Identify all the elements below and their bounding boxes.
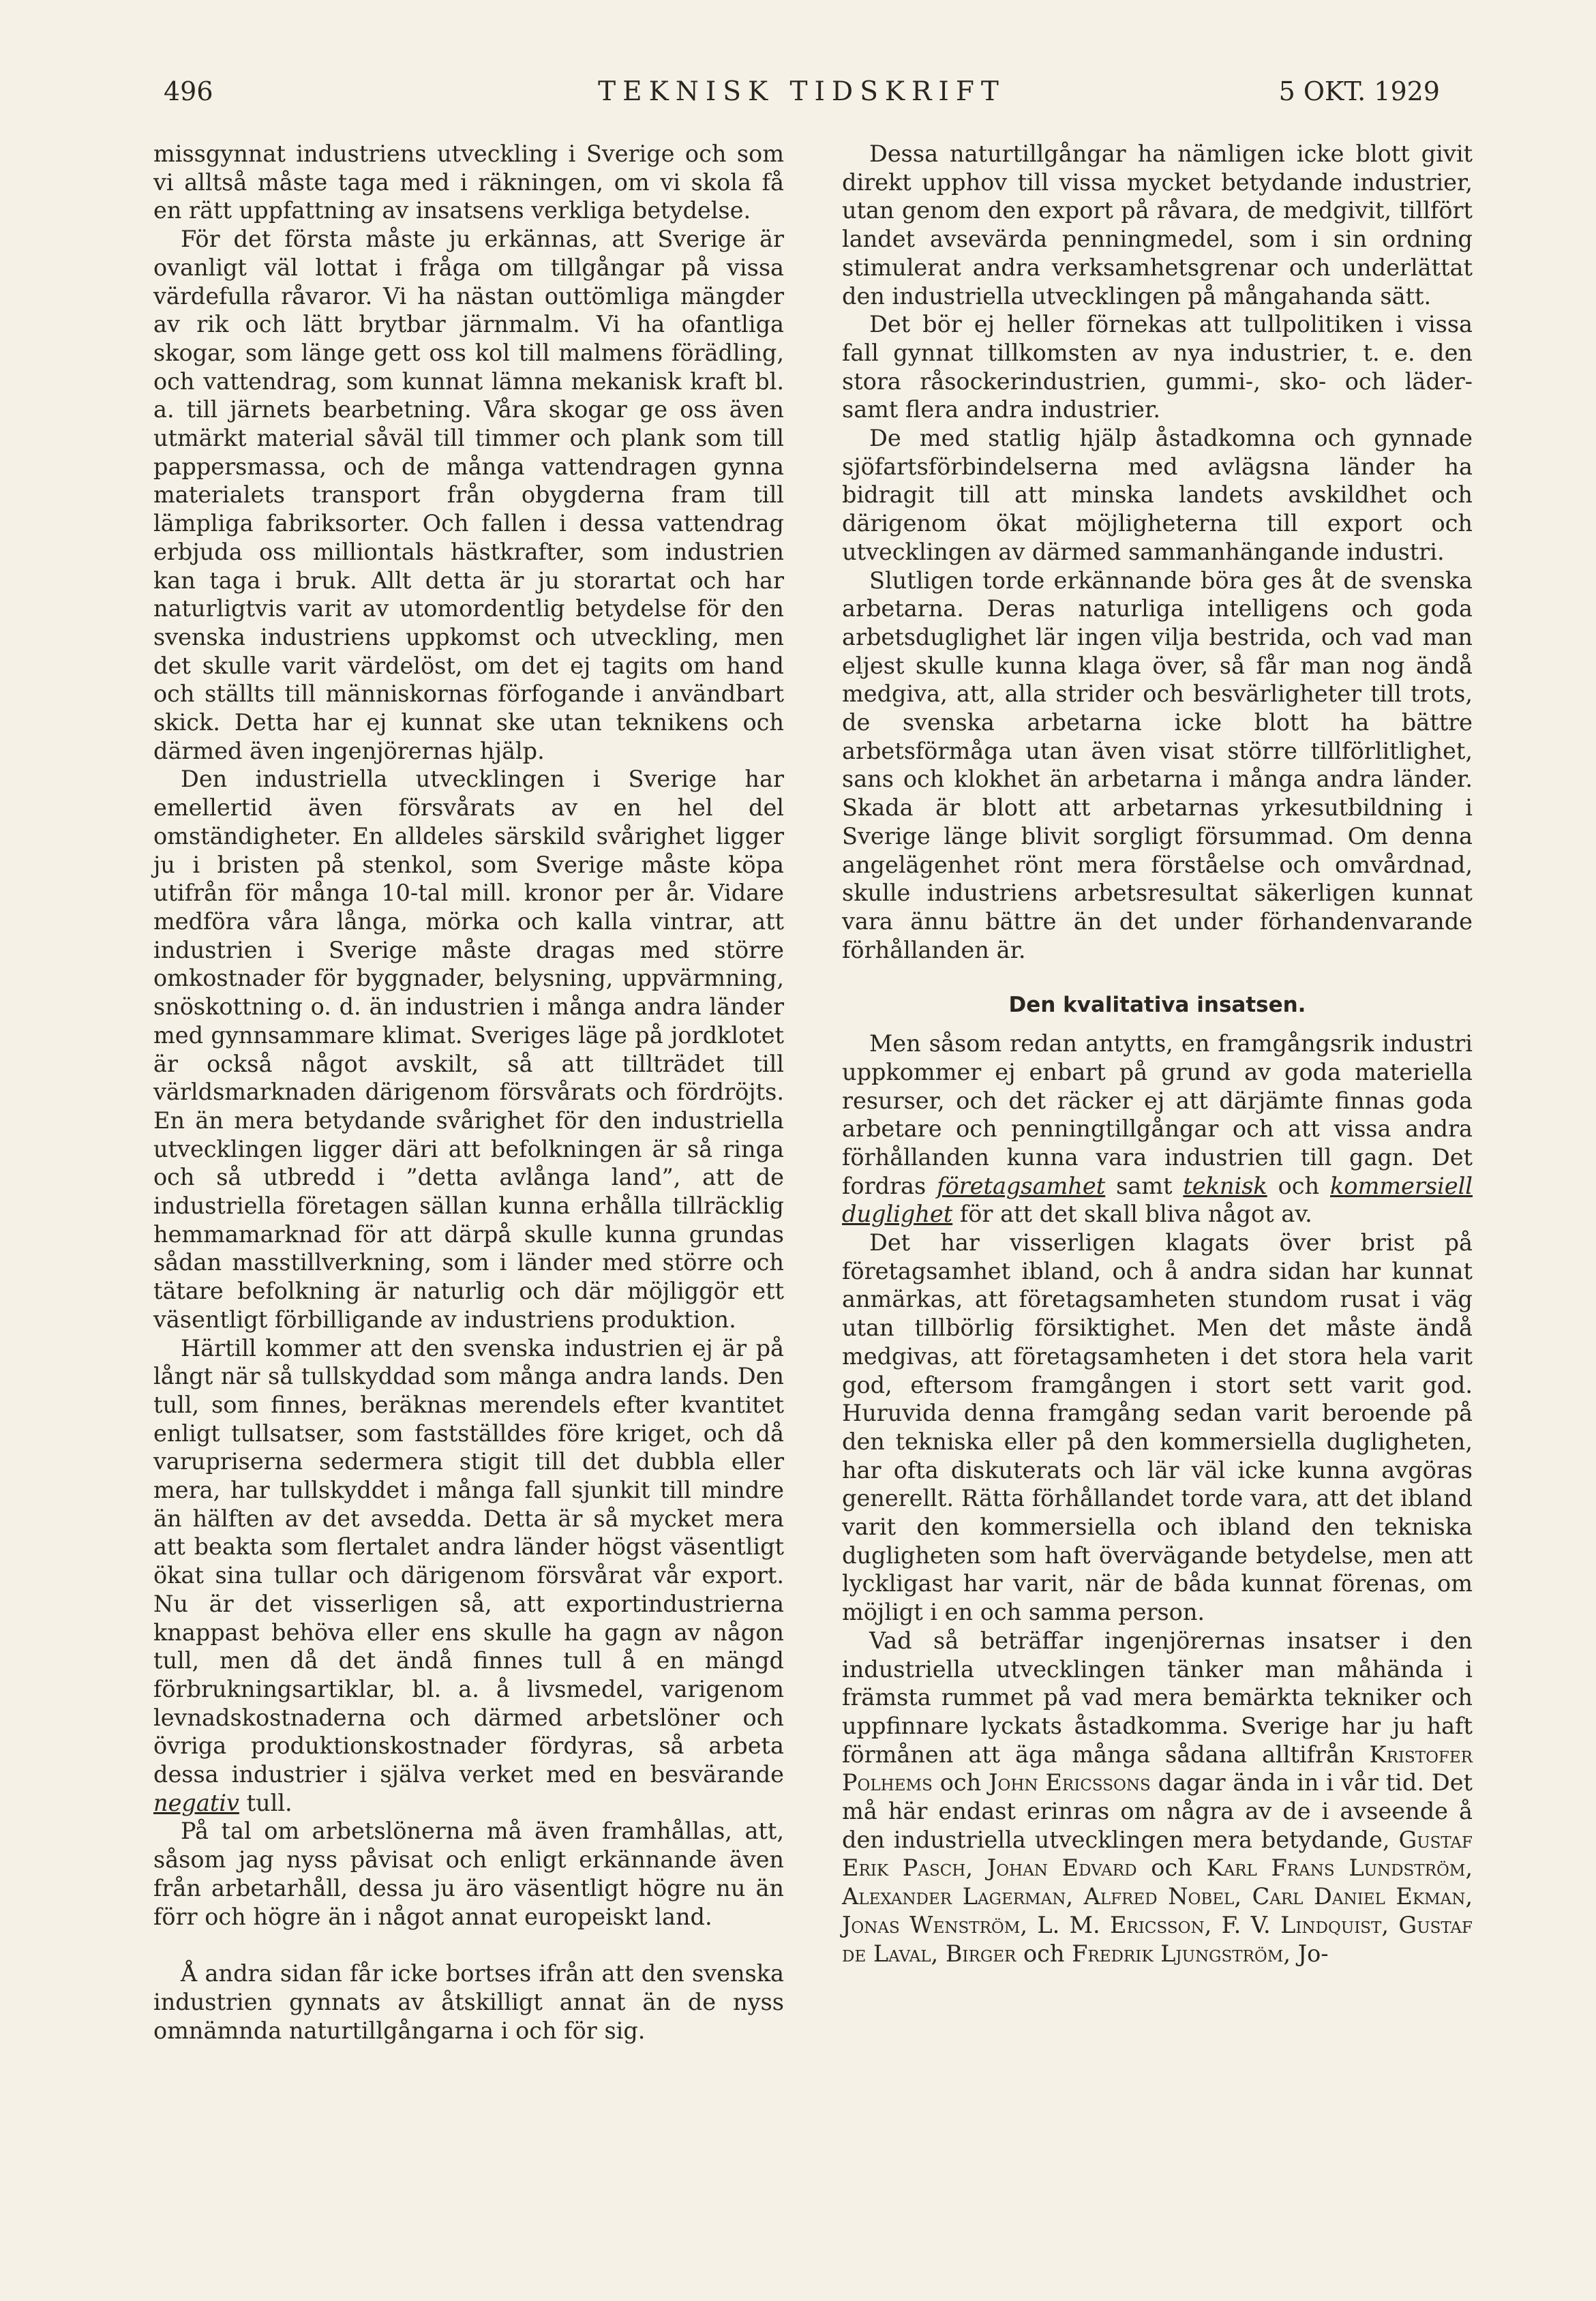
- paragraph: [842, 1627, 1473, 1968]
- text-run: och: [1136, 1854, 1207, 1882]
- person-name: Karl Frans Lundström, Alexander Lagerman, Alfred Nobel, Carl Daniel Ekman, Jonas Wenström, L. M. Ericsson, F. V. Lindquist, Gustaf de Laval, Birger: [842, 1854, 1473, 1967]
- text-run: samt: [1105, 1172, 1184, 1199]
- paragraph: Den industriella utvecklingen i Sverige har emellertid även försvårats av en hel del omständigheter. En alldeles särskild svårighet ligger ju i bristen på stenkol, som Sverige måste köpa utifrån för många 10-tal mill. kronor per år. Vidare medföra våra långa, mörka och kalla vintrar, att industrien i Sverige måste dragas med större omkostnader för byggnader, belysning, uppvärmning, snöskottning o. d. än industrien i många andra länder med gynnsammare klimat. Sveriges läge på jordklotet är också något avskilt, så att tillträdet till världsmarknaden därigenom försvårats och fördröjts. En än mera betydande svårighet för den industriella utvecklingen ligger däri att befolkningen är så ringa och så utbredd i ”detta avlånga land”, att de industriella företagen sällan kunna erhålla tillräcklig hemmamarknad för att därpå skulle kunna grundas sådan masstillverkning, som i länder med större och tätare befolkning är naturlig och där möjliggör ett väsentligt förbilligande av industriens produktion.: [153, 766, 784, 1333]
- emphasis: företagsamhet: [937, 1172, 1106, 1199]
- section-heading: Den kvalitativa insatsen.: [1008, 993, 1306, 1018]
- emphasis: negativ: [153, 1789, 239, 1816]
- journal-title: TEKNISK TIDSKRIFT: [598, 76, 1006, 107]
- paragraph: Dessa naturtillgångar ha nämligen icke blott givit direkt upphov till vissa mycket betydande industrier, utan genom den export på råvara, de medgivit, tillfört landet avsevärda penningmedel, som i sin ordning stimulerat andra verksamhetsgrenar och underlättat den industriella utvecklingen på mångahanda sätt.: [842, 140, 1473, 310]
- text-run: Härtill kommer att den svenska industrien ej är på långt när så tullskyddad som många andra lands. Den tull, som finnes, beräknas merendels efter kvantitet enligt tullsatser, som fastställdes före kriget, och då varupriserna sedermera stigit till det dubbla eller mera, har tullskyddet i många fall sjunkit till mindre än hälften av det avsedda. Detta är så mycket mera att beakta som flertalet andra länder högst väsentligt ökat sina tullar och därigenom försvårat vår export. Nu är det visserligen så, att exportindustrierna knappast behöva eller ens skulle ha gagn av någon tull, men då det ändå finnes tull å en mängd förbrukningsartiklar, bl. a. å livsmedel, varigenom levnadskostnaderna och därmed arbetslöner och övriga produktionskostnader fördyras, så arbeta dessa industrier i själva verket med en besvärande: [153, 1334, 784, 1788]
- text-run: tull.: [239, 1789, 292, 1816]
- paragraph: De med statlig hjälp åstadkomna och gynnade sjöfartsförbindelserna med avlägsna länder ha bidragit till att minska landets avskildhet och därigenom ökat möjligheterna till export och utvecklingen av därmed sammanhängande industri.: [842, 425, 1473, 565]
- text-run: och: [932, 1769, 989, 1796]
- person-name: John Ericssons: [989, 1769, 1151, 1796]
- paragraph: missgynnat industriens utveckling i Sverige och som vi alltså måste taga med i räkningen, om vi skola få en rätt uppfattning av insatsens verkliga betydelse.: [153, 140, 784, 224]
- issue-date: 5 OKT. 1929: [1278, 76, 1440, 106]
- page-header: [164, 76, 1440, 117]
- right-column: [842, 140, 1473, 1968]
- paragraph: För det första måste ju erkännas, att Sverige är ovanligt väl lottat i fråga om tillgångar på vissa värdefulla råvaror. Vi ha nästan outtömliga mängder av rik och lätt brytbar järnmalm. Vi ha ofantliga skogar, som länge gett oss kol till malmens förädling, och vattendrag, som kunnat lämna mekanisk kraft bl. a. till järnets bearbetning. Våra skogar ge oss även utmärkt material såväl till timmer och plank som till pappersmassa, och de många vattendragen gynna materialets transport från obygderna fram till lämpliga fabriksorter. Och fallen i dessa vattendrag erbjuda oss milliontals hästkrafter, som industrien kan taga i bruk. Allt detta är ju storartat och har naturligtvis varit av utomordentlig betydelse för den svenska industriens uppkomst och utveckling, men det skulle varit värdelöst, om det ej tagits om hand och ställts till människornas förfogande i användbart skick. Detta har ej kunnat ske utan teknikens och därmed även ingenjörernas hjälp.: [153, 226, 784, 764]
- text-run: och: [1267, 1172, 1330, 1199]
- text-run: och: [1016, 1940, 1072, 1967]
- person-name: Gustaf Erik Pasch, Johan Edvard: [842, 1826, 1473, 1882]
- text-run: dagar ända in i vår tid. Det må här endast erinras om några av de i avseende å den industriella utvecklingen mera betydande,: [842, 1769, 1473, 1853]
- text-run: Vad så beträffar ingenjörernas insatser i den industriella utvecklingen tänker man måhända i främsta rummet på vad mera bemärkta tekniker och uppfinnare lyckats åstadkomma. Sverige har ju haft förmånen att äga många sådana alltifrån: [842, 1627, 1473, 1768]
- person-name: Kristofer Polhems: [842, 1741, 1473, 1796]
- emphasis: teknisk: [1183, 1172, 1267, 1199]
- page-number: 496: [164, 76, 213, 106]
- person-name: Fredrik Ljungström: [1072, 1940, 1284, 1967]
- paragraph: Å andra sidan får icke bortses ifrån att den svenska industrien gynnats av åtskilligt annat än de nyss omnämnda naturtillgångarna i och för sig.: [153, 1960, 784, 2044]
- paragraph: På tal om arbetslönerna må även framhållas, att, såsom jag nyss påvisat och enligt erkännande även från arbetarhåll, dessa ju äro väsentligt högre nu än förr och högre än i något annat europeiskt land.: [153, 1818, 784, 1930]
- text-run: för att det skall bliva något av.: [952, 1201, 1312, 1228]
- paragraph: Slutligen torde erkännande böra ges åt de svenska arbetarna. Deras naturliga intelligens och goda arbetsduglighet lär ingen vilja bestrida, och vad man eljest skulle kunna klaga över, så får man nog ändå medgiva, att, alla strider och besvärligheter till trots, de svenska arbetarna icke blott ha bättre arbetsförmåga utan även visat större tillförlitlighet, sans och klokhet än arbetarna i många andra länder. Skada är blott att arbetarnas yrkesutbildning i Sverige länge blivit sorgligt försummad. Om denna angelägenhet rönt mera förståelse och omvårdnad, skulle industriens arbetsresultat säkerligen kunnat vara ännu bättre än det under förhandenvarande förhållanden är.: [842, 567, 1473, 963]
- paragraph: Det bör ej heller förnekas att tullpolitiken i vissa fall gynnat tillkomsten av nya industrier, t. e. den stora råsockerindustrien, gummi-, sko- och läder- samt flera andra industrier.: [842, 311, 1473, 423]
- paragraph: [842, 1029, 1473, 1229]
- text-run: , Jo-: [1283, 1940, 1329, 1967]
- paragraph: Det har visserligen klagats över brist på företagsamhet ibland, och å andra sidan har kunnat anmärkas, att företagsamheten stundom rusat i väg utan tillbörlig försiktighet. Men det måste ändå medgivas, att företagsamheten i det stora hela varit god, eftersom framgången i stort sett varit god. Huruvida denna framgång sedan varit beroende på den tekniska eller på den kommersiella dugligheten, har ofta diskuterats och lär väl icke kunna avgöras generellt. Rätta förhållandet torde vara, att det ibland varit den kommersiella och ibland den tekniska dugligheten som haft övervägande betydelse, men att lyckligast har varit, när de båda kunnat förenas, om möjligt i en och samma person.: [842, 1229, 1473, 1626]
- emphasis: kommersiell duglighet: [842, 1172, 1473, 1228]
- left-column: [153, 140, 784, 2045]
- paragraph: [153, 1334, 784, 1818]
- text-run: Men såsom redan antytts, en framgångsrik industri uppkommer ej enbart på grund av goda materiella resurser, och det räcker ej att därjämte finnas goda arbetare och penningtillgångar och att vissa andra förhållanden kunna vara industrien till gagn. Det fordras: [842, 1030, 1473, 1199]
